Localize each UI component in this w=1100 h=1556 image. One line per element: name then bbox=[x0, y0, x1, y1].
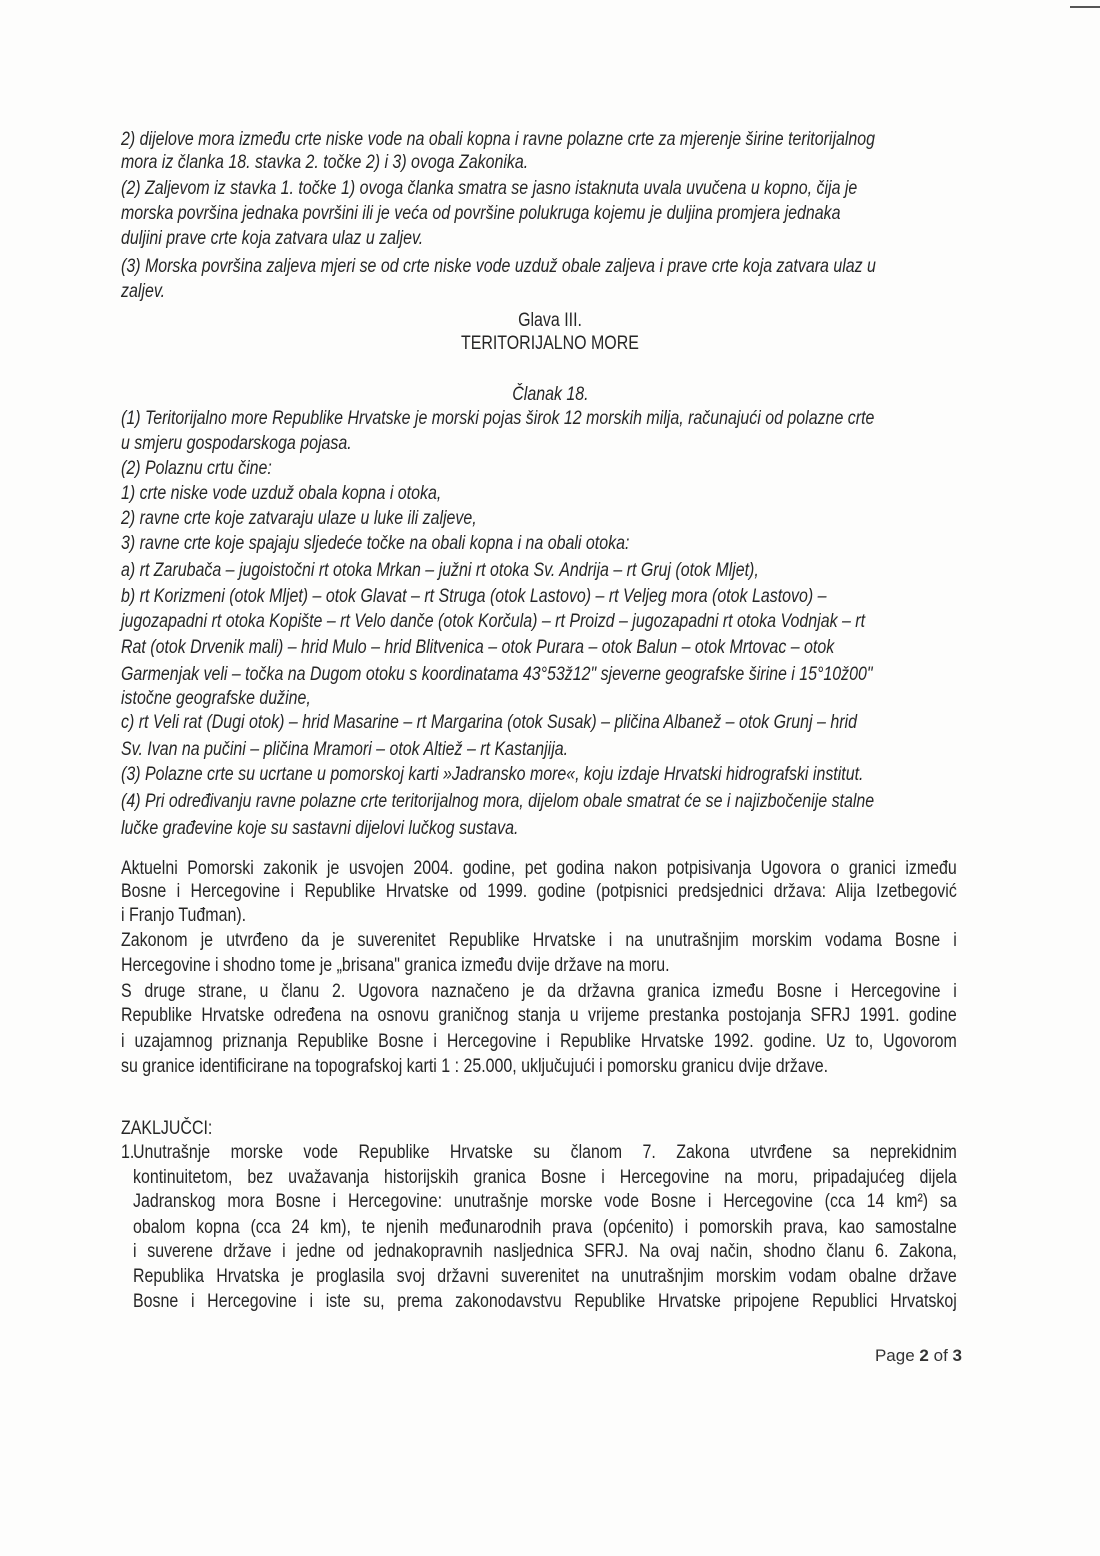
chapter-label bbox=[0, 310, 1100, 332]
text-line: Republike Hrvatske određena na osnovu graničnog stanja u vrijeme prestanka postojanja SFRJ 1991. godine bbox=[121, 1005, 957, 1026]
text-line: (1) Teritorijalno more Republike Hrvatske je morski pojas širok 12 morskih milja, računajući od polazne crte bbox=[121, 408, 875, 429]
text-line: Garmenjak veli – točka na Dugom otoku s koordinatama 43°53ž12" sjeverne geografske širine i 15°10ž00" bbox=[121, 664, 873, 685]
text-line: su granice identificirane na topografskoj karti 1 : 25.000, uključujući i pomorsku granicu dvije države. bbox=[121, 1056, 829, 1077]
text-line: (3) Polazne crte su ucrtane u pomorskoj karti »Jadransko more«, koju izdaje Hrvatski hidrografski institut. bbox=[121, 764, 864, 785]
text-line: u smjeru gospodarskoga pojasa. bbox=[121, 433, 352, 454]
conclusions-title: ZAKLJUČCI: bbox=[121, 1118, 213, 1139]
text-line: lučke građevine koje su sastavni dijelovi lučkog sustava. bbox=[121, 818, 519, 839]
page-total: 3 bbox=[952, 1346, 962, 1365]
text-line: Sv. Ivan na pučini – pličina Mramori – otok Altiež – rt Kastanjija. bbox=[121, 739, 569, 760]
chapter-label-text: Glava III. bbox=[518, 310, 582, 331]
conclusion-line: Republika Hrvatska je proglasila svoj državni suverenitet na unutrašnjim morskim vodam obalne države bbox=[133, 1266, 957, 1287]
conclusion-line: Bosne i Hercegovine i iste su, prema zakonodavstvu Republike Hrvatske pripojene Republici Hrvatskoj bbox=[133, 1291, 957, 1312]
text-line: i uzajamnog priznanja Republike Bosne i Hercegovine i Republike Hrvatske 1992. godine. Uz to, Ugovorom bbox=[121, 1031, 957, 1052]
page-word: Page bbox=[874, 1346, 915, 1365]
text-line: 2) ravne crte koje zatvaraju ulaze u luke ili zaljeve, bbox=[121, 508, 477, 529]
chapter-title-text: TERITORIJALNO MORE bbox=[461, 333, 639, 354]
conclusion-line: Jadranskog mora Bosne i Hercegovine: unutrašnje morske vode Bosne i Hercegovine (cca 14 km²) sa bbox=[133, 1191, 957, 1212]
conclusion-line: kontinuitetom, bez uvažavanja historijskih granica Bosne i Hercegovine na moru, pripadajućeg dijela bbox=[133, 1167, 957, 1188]
text-line: mora iz članka 18. stavka 2. točke 2) i 3) ovoga Zakonika. bbox=[121, 152, 529, 173]
text-line: (2) Zaljevom iz stavka 1. točke 1) ovoga članka smatra se jasno istaknuta uvala uvučena u kopno, čija je bbox=[121, 178, 858, 199]
page-number bbox=[875, 1346, 962, 1366]
text-line: 2) dijelove mora između crte niske vode na obali kopna i ravne polazne crte za mjerenje širine teritorijalnog bbox=[121, 129, 876, 150]
text-line: 3) ravne crte koje spajaju sljedeće točke na obali kopna i na obali otoka: bbox=[121, 533, 630, 554]
text-line: Bosne i Hercegovine i Republike Hrvatske od 1999. godine (potpisnici predsjednici država: Alija Izetbegović bbox=[121, 881, 957, 902]
conclusion-line: i suverene države i jedne od jednakopravnih nasljednica SFRJ. Na ovaj način, shodno članu 6. Zakona, bbox=[133, 1241, 957, 1262]
text-line: Rat (otok Drvenik mali) – hrid Mulo – hrid Blitvenica – otok Purara – otok Balun – otok Mrtovac – otok bbox=[121, 637, 835, 658]
text-line: i Franjo Tuđman). bbox=[121, 905, 247, 926]
conclusion-line: Unutrašnje morske vode Republike Hrvatske su članom 7. Zakona utvrđene sa neprekidnim bbox=[133, 1142, 957, 1163]
page-current: 2 bbox=[919, 1346, 929, 1365]
text-line: (3) Morska površina zaljeva mjeri se od crte niske vode uzduž obale zaljeva i prave crte koja zatvara ulaz u bbox=[121, 256, 876, 277]
conclusion-line: obalom kopna (cca 24 km), te njenih međunarodnih prava (općenito) i pomorskih prava, kao samostalne bbox=[133, 1217, 957, 1238]
text-line: 1) crte niske vode uzduž obala kopna i otoka, bbox=[121, 483, 442, 504]
article-heading-text: Članak 18. bbox=[511, 384, 589, 405]
of-word: of bbox=[933, 1346, 948, 1365]
text-line: (4) Pri određivanju ravne polazne crte teritorijalnog mora, dijelom obale smatrat će se i najizbočenije stalne bbox=[121, 791, 875, 812]
text-line: b) rt Korizmeni (otok Mljet) – otok Glavat – rt Struga (otok Lastovo) – rt Veljeg mora (otok Lastovo) – bbox=[121, 586, 827, 607]
text-line: Zakonom je utvrđeno da je suverenitet Republike Hrvatske i na unutrašnjim morskim vodama Bosne i bbox=[121, 930, 957, 951]
text-line: S druge strane, u članu 2. Ugovora naznačeno je da državna granica između Bosne i Hercegovine i bbox=[121, 981, 957, 1002]
text-line: a) rt Zarubača – jugoistočni rt otoka Mrkan – južni rt otoka Sv. Andrija – rt Gruj (otok Mljet), bbox=[121, 560, 759, 581]
text-line: istočne geografske dužine, bbox=[121, 688, 311, 709]
text-line: Hercegovine i shodno tome je „brisana" granica između dvije države na moru. bbox=[121, 955, 670, 976]
text-line: jugozapadni rt otoka Kopište – rt Velo danče (otok Korčula) – rt Proizd – jugozapadni rt otoka Vodnjak – rt bbox=[121, 611, 866, 632]
text-line: morska površina jednaka površini ili je veća od površine polukruga kojemu je duljina promjera jednaka bbox=[121, 203, 841, 224]
scan-edge-mark bbox=[1070, 6, 1100, 8]
text-line: (2) Polaznu crtu čine: bbox=[121, 458, 272, 479]
text-line: Aktuelni Pomorski zakonik je usvojen 2004. godine, pet godina nakon potpisivanja Ugovora o granici između bbox=[121, 858, 957, 879]
text-line: c) rt Veli rat (Dugi otok) – hrid Masarine – rt Margarina (otok Susak) – pličina Albanež – otok Grunj – hrid bbox=[121, 712, 857, 733]
article-heading bbox=[0, 384, 1100, 406]
text-line: duljini prave crte koja zatvara ulaz u zaljev. bbox=[121, 228, 424, 249]
chapter-title bbox=[0, 333, 1100, 355]
conclusion-number: 1. bbox=[121, 1142, 135, 1163]
text-line: zaljev. bbox=[121, 281, 166, 302]
